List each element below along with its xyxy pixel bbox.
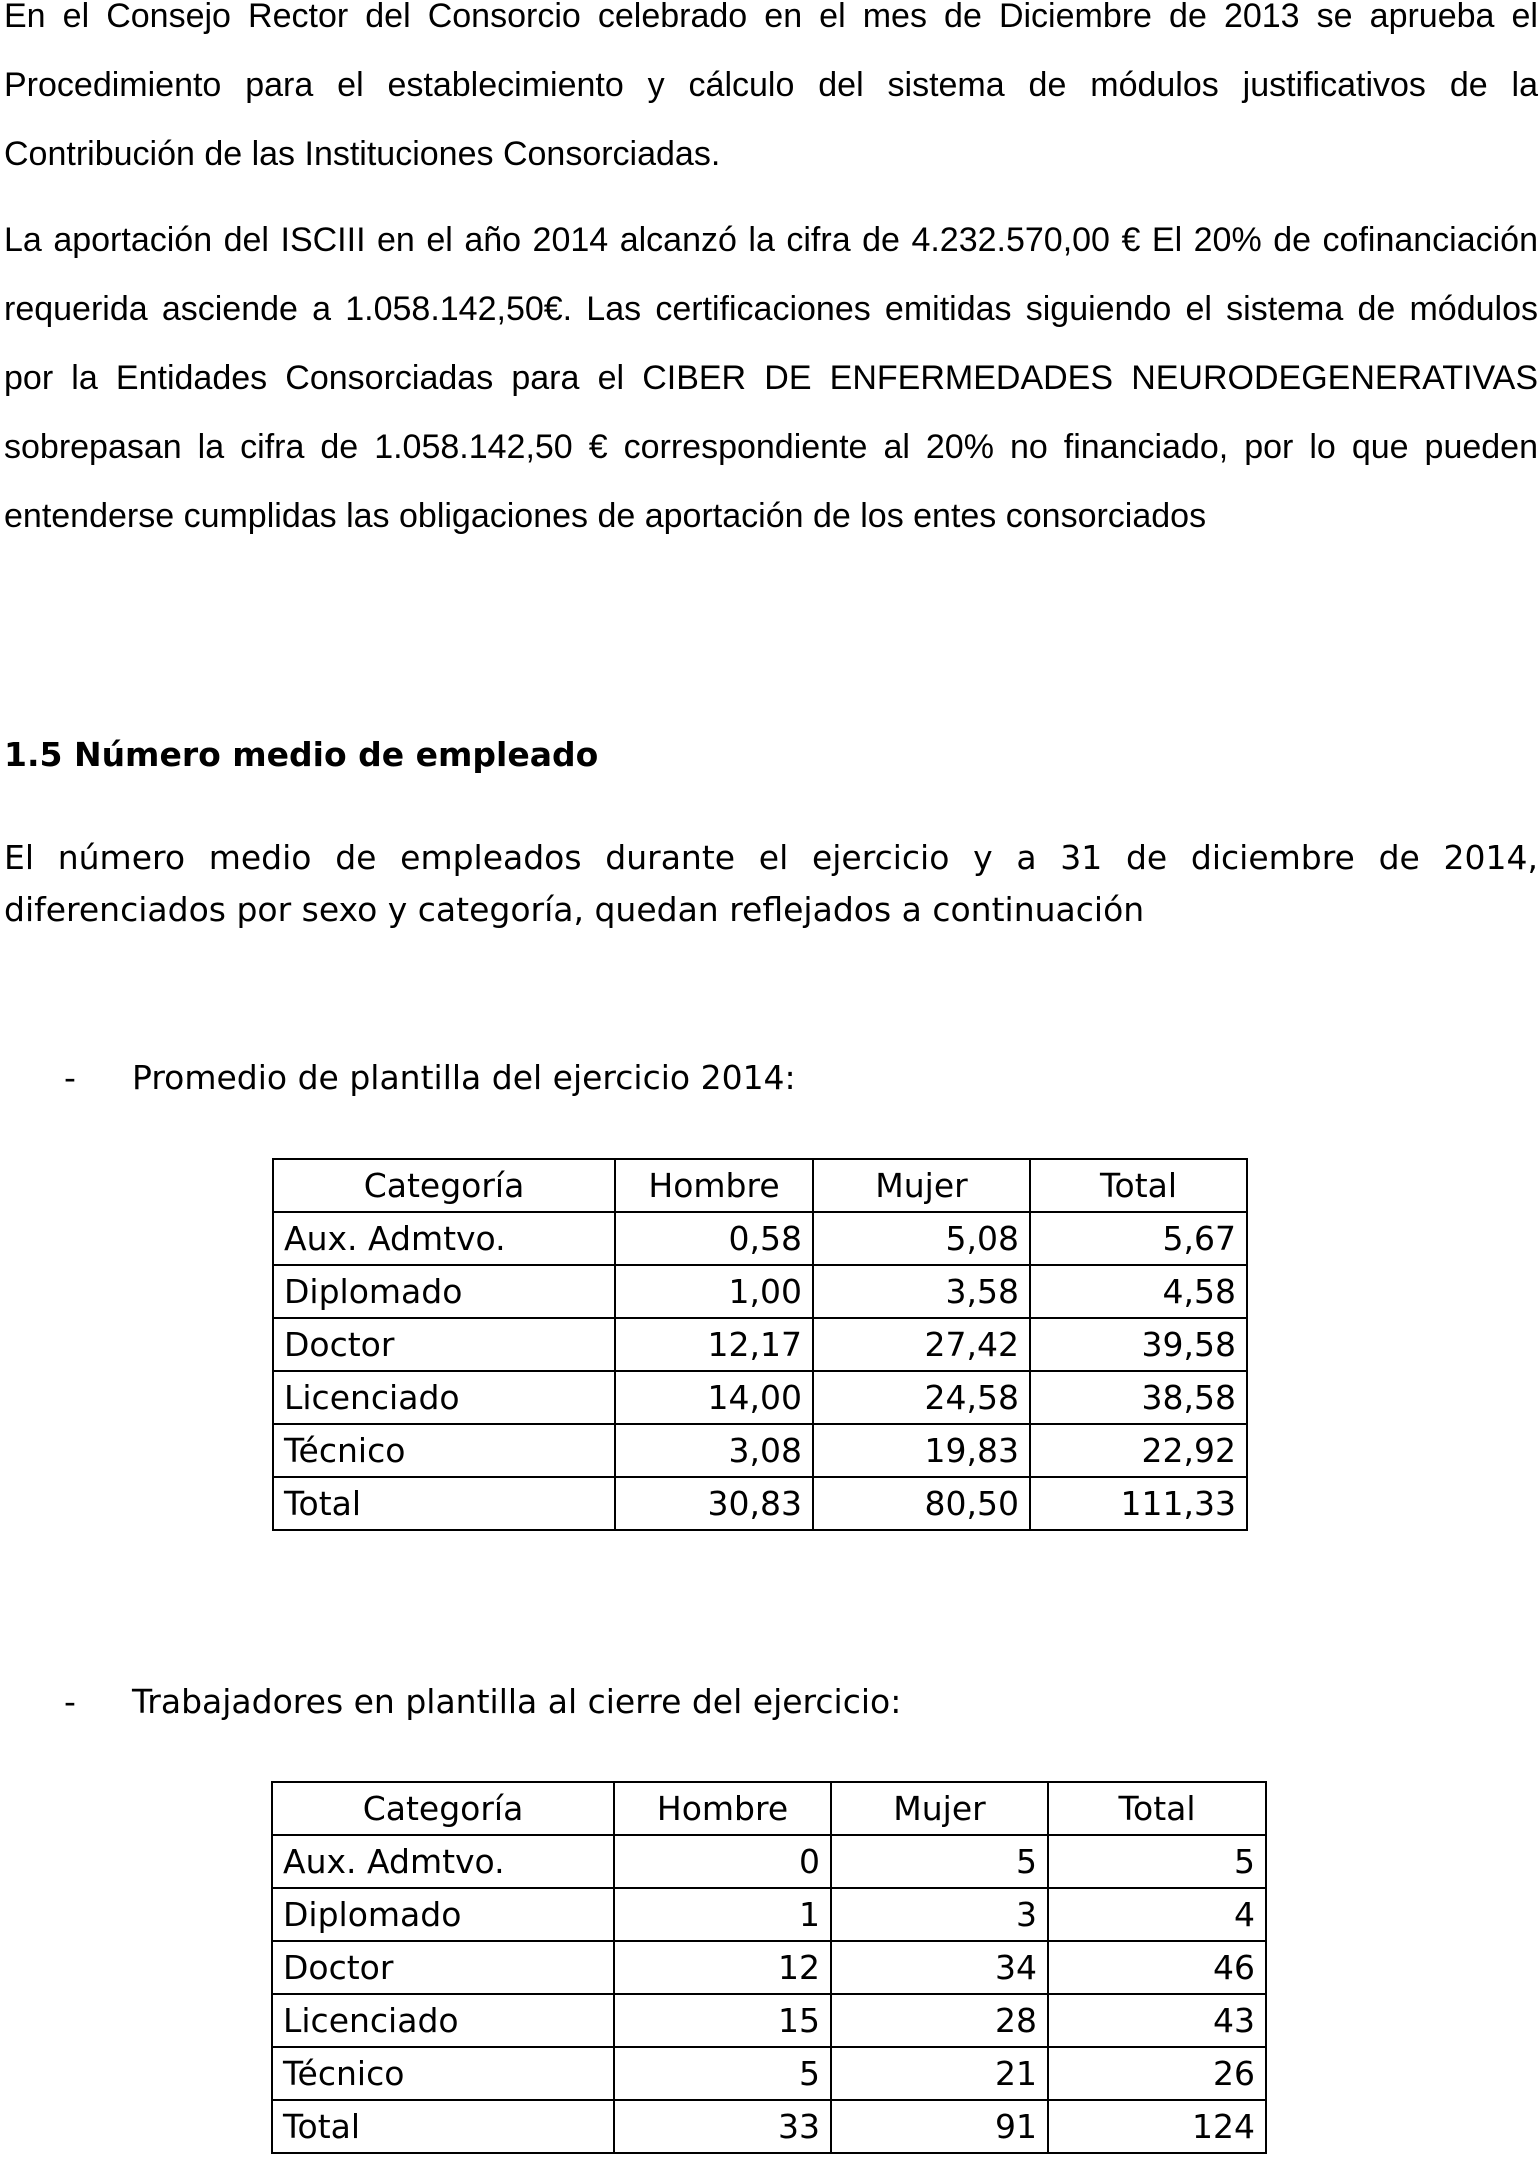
cell-categoria: Doctor	[272, 1941, 614, 1994]
header-mujer: Mujer	[831, 1782, 1048, 1835]
header-total: Total	[1048, 1782, 1266, 1835]
header-categoria: Categoría	[272, 1782, 614, 1835]
section-heading: 1.5 Número medio de empleado	[4, 735, 599, 774]
cell-hombre: 12,17	[615, 1318, 813, 1371]
cell-mujer: 19,83	[813, 1424, 1030, 1477]
bullet-dash: -	[64, 1682, 76, 1721]
cell-hombre: 1,00	[615, 1265, 813, 1318]
cell-total: 4,58	[1030, 1265, 1247, 1318]
cell-hombre: 15	[614, 1994, 831, 2047]
header-hombre: Hombre	[615, 1159, 813, 1212]
cell-total: 124	[1048, 2100, 1266, 2153]
bullet-dash: -	[64, 1058, 76, 1097]
cell-mujer: 5	[831, 1835, 1048, 1888]
cell-hombre: 1	[614, 1888, 831, 1941]
cell-total: 46	[1048, 1941, 1266, 1994]
cell-mujer: 34	[831, 1941, 1048, 1994]
cell-mujer: 28	[831, 1994, 1048, 2047]
cell-categoria: Total	[272, 2100, 614, 2153]
cell-categoria: Aux. Admtvo.	[272, 1835, 614, 1888]
cell-total: 43	[1048, 1994, 1266, 2047]
cell-total: 4	[1048, 1888, 1266, 1941]
cell-total: 111,33	[1030, 1477, 1247, 1530]
cell-categoria: Total	[273, 1477, 615, 1530]
cell-hombre: 12	[614, 1941, 831, 1994]
bullet-trabajadores-cierre	[64, 1677, 901, 1727]
cell-categoria: Diplomado	[272, 1888, 614, 1941]
table-header-row	[272, 1782, 1266, 1835]
section-intro: El número medio de empleados durante el ejercicio y a 31 de diciembre de 2014, diferenciados por sexo y categoría, quedan reflejados a continuación	[4, 838, 1538, 929]
cell-categoria: Técnico	[272, 2047, 614, 2100]
table-row	[273, 1265, 1247, 1318]
table-row	[273, 1371, 1247, 1424]
cell-mujer: 3,58	[813, 1265, 1030, 1318]
table-row	[272, 2047, 1266, 2100]
header-mujer: Mujer	[813, 1159, 1030, 1212]
table-promedio-plantilla	[272, 1158, 1248, 1531]
cell-hombre: 14,00	[615, 1371, 813, 1424]
table-trabajadores-cierre	[271, 1781, 1267, 2154]
cell-total: 39,58	[1030, 1318, 1247, 1371]
bullet-promedio-plantilla	[64, 1053, 796, 1103]
table-row	[272, 1994, 1266, 2047]
table-total-row	[272, 2100, 1266, 2153]
cell-categoria: Aux. Admtvo.	[273, 1212, 615, 1265]
header-hombre: Hombre	[614, 1782, 831, 1835]
cell-mujer: 5,08	[813, 1212, 1030, 1265]
table-row	[272, 1835, 1266, 1888]
cell-mujer: 24,58	[813, 1371, 1030, 1424]
cell-mujer: 91	[831, 2100, 1048, 2153]
cell-mujer: 21	[831, 2047, 1048, 2100]
cell-total: 26	[1048, 2047, 1266, 2100]
bullet-label: Trabajadores en plantilla al cierre del ejercicio:	[132, 1682, 902, 1721]
paragraph-aportacion-isciii: La aportación del ISCIII en el año 2014 alcanzó la cifra de 4.232.570,00 € El 20% de cofinanciación requerida asciende a 1.058.142,50€. Las certificaciones emitidas siguiendo el sistema de módulos por la Entidades Consorciadas para el CIBER DE ENFERMEDADES NEURODEGENERATIVAS sobrepasan la cifra de 1.058.142,50 € correspondiente al 20% no financiado, por lo que pueden entenderse cumplidas las obligaciones de aportación de los entes consorciados	[4, 221, 1538, 535]
cell-hombre: 0,58	[615, 1212, 813, 1265]
cell-categoria: Licenciado	[272, 1994, 614, 2047]
cell-mujer: 3	[831, 1888, 1048, 1941]
header-total: Total	[1030, 1159, 1247, 1212]
cell-hombre: 5	[614, 2047, 831, 2100]
paragraph-consejo-rector: En el Consejo Rector del Consorcio celebrado en el mes de Diciembre de 2013 se aprueba el Procedimiento para el establecimiento y cálculo del sistema de módulos justificativos de la Contribución de las Instituciones Consorciadas.	[4, 0, 1538, 173]
table-row	[273, 1318, 1247, 1371]
table-total-row	[273, 1477, 1247, 1530]
cell-hombre: 3,08	[615, 1424, 813, 1477]
cell-total: 38,58	[1030, 1371, 1247, 1424]
cell-total: 22,92	[1030, 1424, 1247, 1477]
cell-hombre: 33	[614, 2100, 831, 2153]
cell-mujer: 80,50	[813, 1477, 1030, 1530]
cell-categoria: Licenciado	[273, 1371, 615, 1424]
cell-total: 5,67	[1030, 1212, 1247, 1265]
cell-categoria: Doctor	[273, 1318, 615, 1371]
table-row	[272, 1888, 1266, 1941]
cell-hombre: 0	[614, 1835, 831, 1888]
table-header-row	[273, 1159, 1247, 1212]
cell-categoria: Técnico	[273, 1424, 615, 1477]
table-row	[273, 1212, 1247, 1265]
cell-mujer: 27,42	[813, 1318, 1030, 1371]
table-row	[273, 1424, 1247, 1477]
bullet-label: Promedio de plantilla del ejercicio 2014:	[132, 1058, 796, 1097]
cell-categoria: Diplomado	[273, 1265, 615, 1318]
header-categoria: Categoría	[273, 1159, 615, 1212]
cell-total: 5	[1048, 1835, 1266, 1888]
cell-hombre: 30,83	[615, 1477, 813, 1530]
table-row	[272, 1941, 1266, 1994]
